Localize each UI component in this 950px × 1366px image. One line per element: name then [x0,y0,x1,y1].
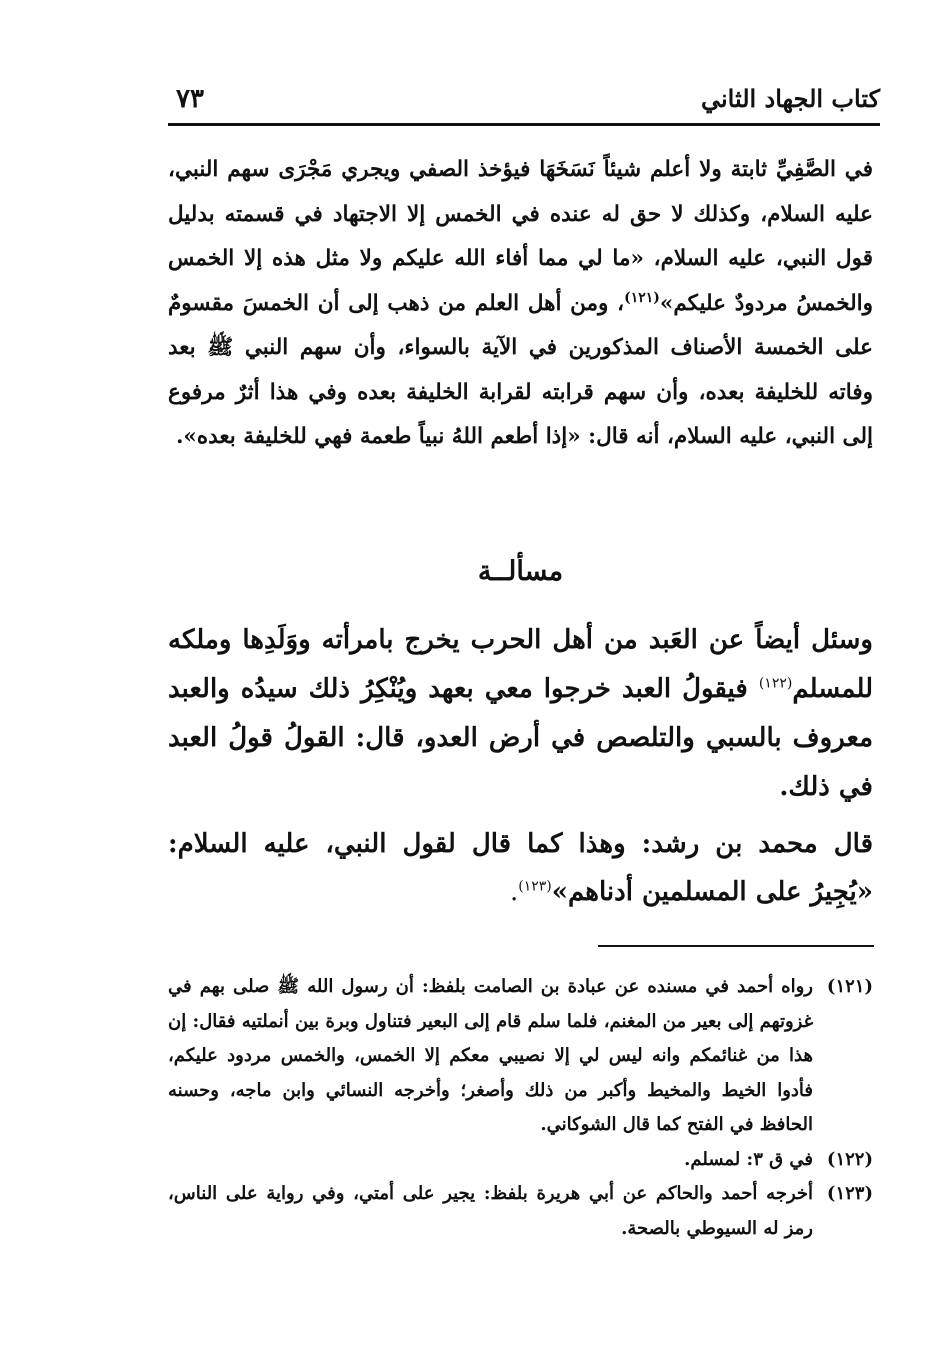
footnote-separator [598,945,874,947]
question-text: وسئل أيضاً عن العَبد من أهل الحرب يخرج بامرأته ووَلَدِها وملكه للمسلم [168,625,873,704]
footnote-text: رواه أحمد في مسنده عن عبادة بن الصامت بلفظ: أن رسول الله ﷺ صلى بهم في غزوتهم إلى بعير من المغنم، فلما سلم قام إلى البعير فتناول وبرة بين أنملتيه فقال: إن هذا من غنائمكم وانه ليس لي إلا نصيبي معكم إلا الخمس، والخمس مردود عليكم، فأدوا الخيط والمخيط وأكبر من ذلك وأصغر؛ وأخرجه النسائي وابن ماجه، وحسنه الحافظ في الفتح كما قال الشوكاني. [168,976,813,1135]
page-header [168,80,880,120]
paragraph-text-continued: ، ومن أهل العلم من ذهب إلى أن الخمسَ مقسومٌ على الخمسة الأصناف المذكورين في الآية بالسواء، وأن سهم النبي ﷺ بعد وفاته للخليفة بعده، وأن سهم قرابته لقرابة الخليفة بعده وفي هذا أثرٌ مرفوع إلى النبي، عليه السلام، أنه قال: «إذا أطعم اللهُ نبياً طعمة فهي للخليفة بعده». [168,290,873,449]
header-rule [168,123,880,126]
page-number: ٧٣ [176,84,204,114]
footnote-text: في ق ٣: لمسلم. [684,1148,813,1170]
answer-author: قال محمد بن رشد: [641,829,874,859]
footnote-number: (١٢٣) [826,1183,873,1204]
answer-paragraph [168,820,873,916]
answer-end: . [509,877,519,907]
section-heading: مسألــة [477,556,564,587]
footnote-number: (١٢١) [826,976,873,997]
question-text-continued: فيقولُ العبد خرجوا معي بعهد ويُنْكِرُ ذلك سيدُه والعبد معروف بالسبي والتلصص في أرض العدو، قال: القولُ قولُ العبد في ذلك. [168,674,873,802]
footnote-number: (١٢٢) [826,1148,873,1170]
footnote-123 [168,1177,873,1246]
footnote-text: أخرجه أحمد والحاكم عن أبي هريرة بلفظ: يجير على أمتي، وفي رواية على الناس، رمز له السيوطي بالصحة. [168,1183,813,1239]
footnotes [168,970,873,1246]
paragraph-text: في الصَّفِيِّ ثابتة ولا أعلم شيئاً نَسَخَهَا فيؤخذ الصفي ويجري مَجْرَى سهم النبي، عليه السلام، وكذلك لا حق له عنده في الخمس إلا الاجتهاد في قسمته بدليل قول النبي، عليه السلام، «ما لي مما أفاء الله عليكم ولا مثل هذه إلا الخمس والخمسُ مردودٌ عليكم» [168,157,873,316]
footnote-122 [168,1143,873,1178]
answer-text: وهذا كما قال لقول النبي، عليه السلام: «يُجِيرُ على المسلمين أدناهم» [168,829,873,907]
footnote-121 [168,970,873,1143]
running-title: كتاب الجهاد الثاني [700,84,880,113]
footnote-ref-121: (١٢١) [624,289,660,306]
question-paragraph [168,616,873,812]
footnote-ref-123: (١٢٣) [518,878,552,895]
footnote-ref-122: (١٢٢) [758,675,793,692]
main-paragraph [168,148,873,460]
